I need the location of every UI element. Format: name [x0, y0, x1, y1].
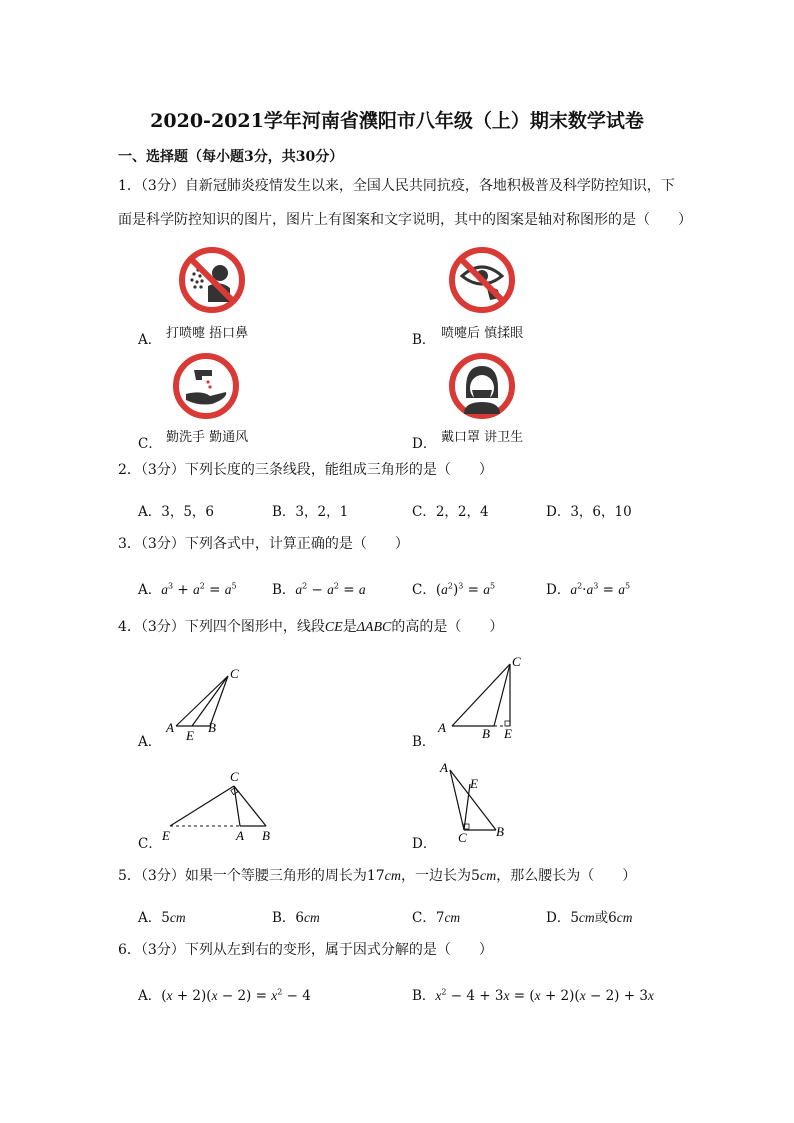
q3-option-b: B．$a^2 - a^2 = a$ — [272, 581, 366, 598]
q1-stem-line1: 1．（3分）自新冠肺炎疫情发生以来，全国人民共同抗疫，各地积极普及科学防控知识，下 — [118, 178, 675, 194]
svg-text:B: B — [496, 824, 504, 839]
svg-text:A: A — [440, 760, 448, 775]
q4-figure-d — [436, 758, 516, 846]
svg-text:B: B — [208, 720, 216, 735]
q1-stem-line2: 面是科学防控知识的图片，图片上有图案和文字说明，其中的图案是轴对称图形的是（ ） — [118, 212, 692, 228]
q3-stem: 3．（3分）下列各式中，计算正确的是（ ） — [118, 536, 409, 552]
q4-stem: 4．（3分）下列四个图形中，线段CE是ΔABC的高的是（ ） — [118, 619, 504, 635]
q3-option-c: C．$(a^2)^3 = a^5$ — [412, 581, 496, 598]
svg-text:C: C — [230, 666, 239, 681]
svg-text:E: E — [162, 828, 170, 843]
q6-option-a: A．$(x + 2)(x - 2) = x^2 - 4$ — [138, 987, 311, 1004]
hand-wash-icon — [172, 352, 240, 420]
q1-option-a-letter: A． — [138, 332, 162, 348]
q6-option-b: B．$x^2 - 4 + 3x = (x + 2)(x - 2) + 3x$ — [412, 987, 654, 1004]
svg-text:E: E — [504, 726, 512, 741]
svg-text:A: A — [166, 720, 174, 735]
svg-text:B: B — [262, 828, 270, 843]
svg-text:A: A — [236, 828, 244, 843]
q4-option-d-letter: D． — [412, 836, 437, 852]
q4-option-c-letter: C． — [138, 836, 162, 852]
section-heading: 一、选择题（每小题3分，共30分） — [118, 149, 344, 165]
q1-option-c-caption: 勤洗手 勤通风 — [166, 430, 249, 445]
q6-stem: 6．（3分）下列从左到右的变形，属于因式分解的是（ ） — [118, 942, 493, 958]
q2-option-b: B．3，2，1 — [272, 504, 349, 520]
q5-stem: 5．（3分）如果一个等腰三角形的周长为17cm，一边长为5cm，那么腰长为（ ） — [118, 868, 637, 884]
q2-option-a: A．3，5，6 — [138, 504, 215, 520]
q4-figure-a — [162, 664, 252, 744]
no-eye-rub-icon — [448, 246, 516, 314]
svg-text:C: C — [458, 830, 467, 845]
no-sneeze-icon — [178, 246, 246, 314]
q1-option-c-letter: C． — [138, 436, 162, 452]
q1-option-b-letter: B． — [412, 332, 436, 348]
q1-option-b-caption: 喷嚏后 慎揉眼 — [441, 326, 524, 341]
q3-option-a: A．$a^3 + a^2 = a^5$ — [138, 581, 237, 598]
q4-figure-b — [434, 652, 534, 744]
svg-text:A: A — [438, 720, 446, 735]
q5-option-c: C．7cm — [412, 910, 461, 926]
svg-text:C: C — [512, 654, 521, 669]
svg-text:E: E — [186, 728, 194, 743]
q5-option-a: A．5cm — [138, 910, 186, 926]
page-title: 2020-2021学年河南省濮阳市八年级（上）期末数学试卷 — [150, 110, 644, 132]
q1-option-d-caption: 戴口罩 讲卫生 — [441, 430, 524, 445]
q5-option-d: D．5cm或6cm — [546, 910, 633, 926]
q4-option-a-letter: A． — [138, 734, 162, 750]
q3-option-d: D．$a^2\cdot a^3 = a^5$ — [546, 581, 631, 598]
q2-option-d: D．3，6，10 — [546, 504, 632, 520]
face-mask-icon — [448, 352, 516, 420]
q2-stem: 2．（3分）下列长度的三条线段，能组成三角形的是（ ） — [118, 462, 493, 478]
svg-text:B: B — [482, 726, 490, 741]
q1-option-a-caption: 打喷嚏 捂口鼻 — [166, 326, 249, 341]
q1-option-d-letter: D． — [412, 436, 437, 452]
svg-text:E: E — [470, 776, 478, 791]
q4-option-b-letter: B． — [412, 734, 436, 750]
svg-text:C: C — [230, 769, 239, 784]
q5-option-b: B．6cm — [272, 910, 320, 926]
q4-figure-c — [158, 768, 282, 846]
q2-option-c: C．2，2，4 — [412, 504, 489, 520]
